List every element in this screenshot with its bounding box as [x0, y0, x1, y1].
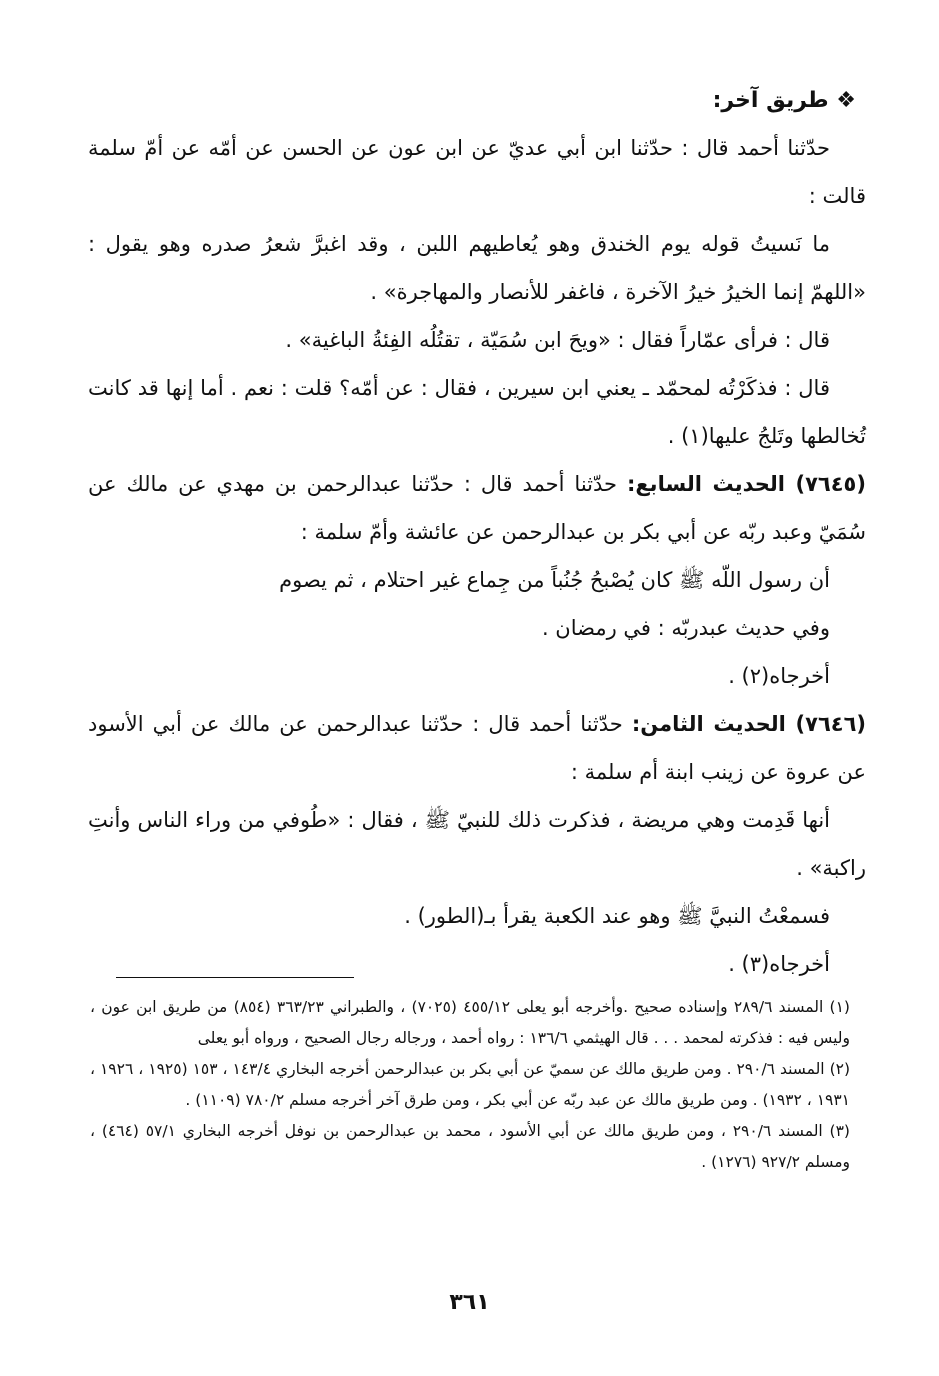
page-number: ٣٦١ [449, 1290, 490, 1315]
paragraph-text: أنها قَدِمت وهي مريضة ، فذكرت ذلك للنبيّ ﷺ ، فقال : «طُوفي من وراء الناس وأنتِ راكبة» . [88, 808, 866, 880]
paragraph-8 [88, 652, 866, 700]
paragraph-text: حدّثنا أحمد قال : حدّثنا ابن أبي عديّ عن ابن عون عن الحسن عن أمّه عن أمّ سلمة قالت : [88, 136, 866, 208]
section-heading: ❖ طريق آخر: [712, 88, 856, 113]
footnote-2: (٢) المسند ٢٩٠/٦ . ومن طريق مالك عن سميّ عن أبي بكر بن عبدالرحمن أخرجه البخاري ١٤٣/٤ ، ١٥٣ (١٩٢٥ ، ١٩٢٦ ، ١٩٣١ ، ١٩٣٢) . ومن طريق مالك عن عبد ربّه عن أبي بكر ، ومن طرق آخر أخرجه مسلم ٧٨٠/٢ (١١٠٩) . [90, 1060, 851, 1109]
hadith-heading: (٧٦٤٦) الحديث الثامن: [631, 712, 867, 736]
paragraph-12 [88, 940, 866, 988]
paragraph-text: أخرجاه(٣) . [728, 952, 830, 976]
footnote-separator [116, 977, 354, 978]
paragraph-2 [88, 220, 866, 316]
paragraph-10 [88, 796, 866, 892]
paragraph-text: حدّثنا أحمد قال : حدّثنا عبدالرحمن بن مهدي عن مالك عن سُمَيّ وعبد ربّه عن أبي بكر بن عبدالرحمن عن عائشة وأمّ سلمة : [88, 472, 866, 544]
paragraph-text: أن رسول اللّه ﷺ كان يُصْبحُ جُنُباً من جِماع غير احتلام ، ثم يصوم [279, 568, 830, 592]
main-text [88, 78, 866, 988]
paragraph-text: أخرجاه(٢) . [728, 664, 830, 688]
paragraph-4 [88, 364, 866, 460]
paragraph-text: حدّثنا أحمد قال : حدّثنا عبدالرحمن عن مالك عن أبي الأسود عن عروة عن زينب ابنة أم سلمة : [88, 712, 866, 784]
footnote-1: (١) المسند ٢٨٩/٦ وإسناده صحيح .وأخرجه أبو يعلى ٤٥٥/١٢ (٧٠٢٥) ، والطبراني ٣٦٣/٢٣ (٨٥٤) من طريق ابن عون ، وليس فيه : فذكرته لمحمد . . . قال الهيثمي ١٣٦/٦ : رواه أحمد ، ورجاله رجال الصحيح ، ورواه أبو يعلى [90, 998, 850, 1047]
hadith-7645 [88, 460, 866, 556]
paragraph-11 [88, 892, 866, 940]
footnote-3: (٣) المسند ٢٩٠/٦ ، ومن طريق مالك عن أبي الأسود ، محمد بن عبدالرحمن بن نوفل أخرجه البخاري ٥٧/١ (٤٦٤) ، ومسلم ٩٢٧/٢ (١٢٧٦) . [90, 1122, 850, 1171]
footnotes [90, 992, 850, 1178]
paragraph-7 [88, 604, 866, 652]
paragraph-1 [88, 124, 866, 220]
paragraph-text: فسمعْتُ النبيَّ ﷺ وهو عند الكعبة يقرأ بـ(الطور) . [404, 904, 830, 928]
hadith-heading: (٧٦٤٥) الحديث السابع: [626, 472, 866, 496]
paragraph-text: قال : فرأى عمّاراً فقال : «ويحَ ابن سُمَيّة ، تقتُلُه الفِئةُ الباغية» . [285, 328, 830, 352]
paragraph-3 [88, 316, 866, 364]
hadith-7646 [88, 700, 866, 796]
paragraph-6 [88, 556, 866, 604]
paragraph-text: ما نَسيتُ قوله يوم الخندق وهو يُعاطيهم اللبن ، وقد اغبرَّ شعرُ صدره وهو يقول : «اللهمّ إنما الخيرُ خيرُ الآخرة ، فاغفر للأنصار والمهاجرة» . [88, 232, 866, 304]
paragraph-text: وفي حديث عبدربّه : في رمضان . [541, 616, 830, 640]
paragraph-text: قال : فذكَرْتُه لمحمّد ـ يعني ابن سيرين ، فقال : عن أمّه؟ قلت : نعم . أما إنها قد كانت تُخالطها وتَلجُ عليها(١) . [88, 376, 866, 448]
